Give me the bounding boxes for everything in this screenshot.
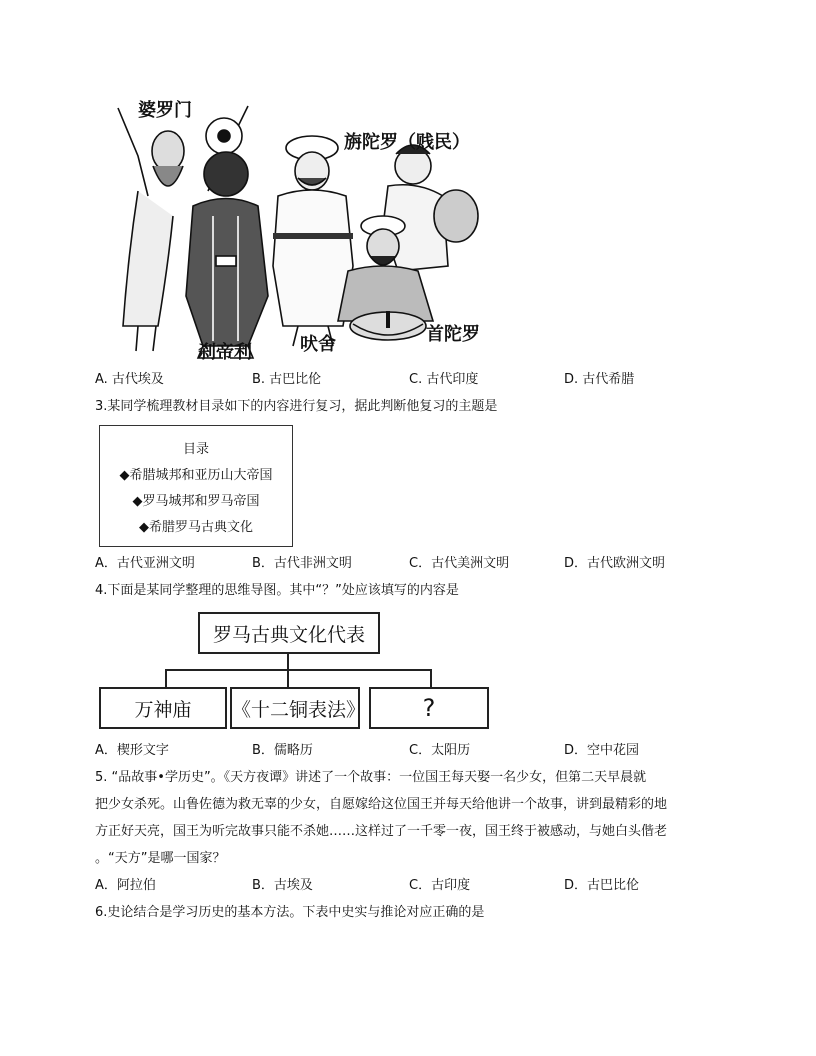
toc-item: ◆希腊罗马古典文化 — [139, 520, 253, 535]
toc-title: 目录 — [182, 442, 209, 457]
mindmap-root: 罗马古典文化代表 — [198, 612, 380, 654]
q4-option-d[interactable]: D．空中花园 — [564, 743, 640, 758]
mindmap-connector — [165, 669, 167, 687]
mindmap-connector — [165, 669, 431, 671]
caste-illustration — [98, 96, 484, 364]
q4-stem: 4.下面是某同学整理的思维导图。其中“？”处应该填写的内容是 — [95, 583, 459, 598]
q3-option-a[interactable]: A．古代亚洲文明 — [95, 556, 195, 571]
q4-option-b[interactable]: B．儒略历 — [252, 743, 313, 758]
label-kshatriya: 刹帝利 — [198, 342, 252, 363]
q5-stem-line: 把少女杀死。山鲁佐德为救无辜的少女，自愿嫁给这位国王并每天给他讲一个故事，讲到最精彩的地 — [95, 797, 668, 812]
q3-option-c[interactable]: C．古代美洲文明 — [409, 556, 510, 571]
toc-box — [99, 425, 293, 547]
q2-option-b[interactable]: B. 古巴比伦 — [252, 372, 322, 387]
q2-option-a[interactable]: A. 古代埃及 — [95, 372, 164, 387]
mindmap-child: 万神庙 — [99, 687, 227, 729]
q2-option-d[interactable]: D. 古代希腊 — [564, 372, 635, 387]
q5-stem-line: 方正好天亮，国王为听完故事只能不杀她……这样过了一千零一夜，国王终于被感动，与她白头偕老 — [95, 824, 668, 839]
q4-option-a[interactable]: A．楔形文字 — [95, 743, 169, 758]
mindmap-child-unknown: ? — [369, 687, 489, 729]
q5-option-b[interactable]: B．古埃及 — [252, 878, 313, 893]
q3-stem: 3.某同学梳理教材目录如下的内容进行复习，据此判断他复习的主题是 — [95, 399, 498, 414]
label-vaishya: 吠舍 — [300, 334, 336, 355]
caste-drawing — [98, 96, 484, 364]
q3-option-d[interactable]: D．古代欧洲文明 — [564, 556, 666, 571]
q2-option-c[interactable]: C. 古代印度 — [409, 372, 479, 387]
mindmap-child: 《十二铜表法》 — [230, 687, 360, 729]
q5-stem-line: 5. “品故事•学历史”。《天方夜谭》讲述了一个故事：一位国王每天娶一名少女，但第二天早晨就 — [95, 770, 647, 785]
q5-option-d[interactable]: D．古巴比伦 — [564, 878, 640, 893]
q5-stem-line: 。“天方”是哪一国家？ — [95, 851, 226, 866]
q5-option-c[interactable]: C．古印度 — [409, 878, 471, 893]
mindmap-connector — [287, 652, 289, 670]
q6-stem: 6.史论结合是学习历史的基本方法。下表中史实与推论对应正确的是 — [95, 905, 485, 920]
mindmap-connector — [430, 669, 432, 687]
toc-item: ◆罗马城邦和罗马帝国 — [132, 494, 260, 509]
label-chandala: 旃陀罗（贱民） — [344, 132, 470, 153]
q5-option-a[interactable]: A．阿拉伯 — [95, 878, 156, 893]
label-shudra: 首陀罗 — [426, 324, 480, 345]
mindmap-connector — [287, 669, 289, 687]
toc-item: ◆希腊城邦和亚历山大帝国 — [119, 468, 273, 483]
q4-option-c[interactable]: C．太阳历 — [409, 743, 471, 758]
q3-option-b[interactable]: B．古代非洲文明 — [252, 556, 352, 571]
label-brahmin: 婆罗门 — [138, 100, 192, 121]
